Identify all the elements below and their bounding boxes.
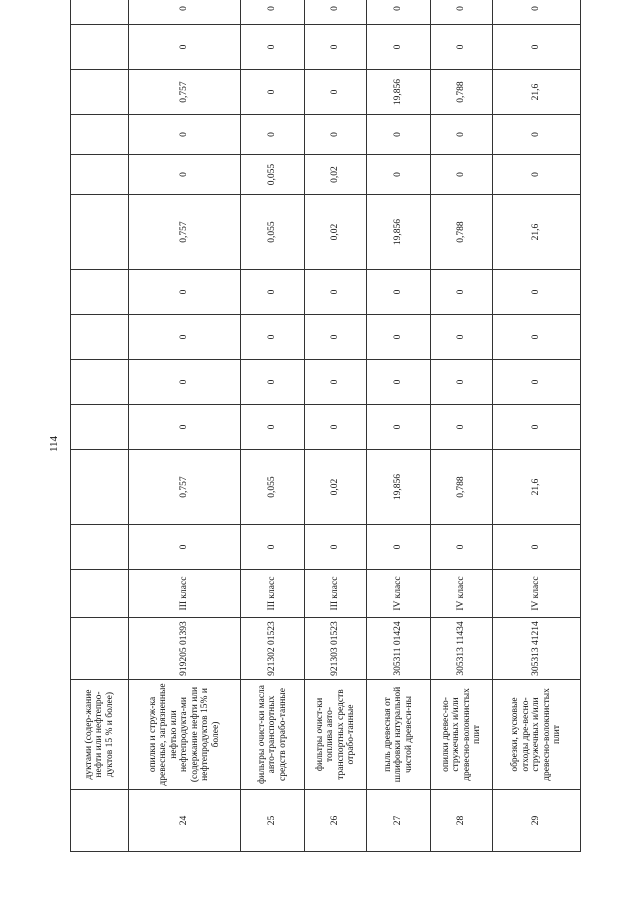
value-cell: 19,856	[367, 195, 431, 270]
value-cell: 0	[367, 525, 431, 570]
waste-name: фильтры очист-ки топлива авто-транспортных средств отрабо-танные	[305, 680, 367, 790]
table-row	[129, 0, 241, 852]
waste-code: 305313 41214	[493, 618, 581, 680]
waste-name: опилки древес-но-стружечных и/или древесно-волокнистых плит	[431, 680, 493, 790]
row-number: 27	[367, 790, 431, 852]
value-cell: 0,055	[241, 450, 305, 525]
value-cell: 0	[367, 0, 431, 25]
table-row	[305, 0, 367, 852]
value-cell: 0	[431, 0, 493, 25]
value-cell: 0	[129, 115, 241, 155]
value-cell: 19,856	[367, 450, 431, 525]
value-cell: 0	[431, 155, 493, 195]
waste-code: 305313 11434	[431, 618, 493, 680]
value-cell: 0	[367, 155, 431, 195]
value-cell: 0	[241, 360, 305, 405]
value-cell: 0,02	[305, 195, 367, 270]
rotated-table-wrapper	[70, 6, 580, 852]
value-cell: 0	[367, 115, 431, 155]
value-cell: 0	[431, 315, 493, 360]
value-cell: 0	[493, 405, 581, 450]
value-cell: 0	[129, 360, 241, 405]
value-cell: 0	[129, 405, 241, 450]
value-cell: 21,6	[493, 195, 581, 270]
value-cell: 0	[493, 270, 581, 315]
waste-name: дуктами (содер-жание нефти или нефтепро-дуктов 15 % и более)	[71, 680, 129, 790]
value-cell: 0	[241, 315, 305, 360]
value-cell: 0	[367, 270, 431, 315]
value-cell: 0	[367, 315, 431, 360]
value-cell: 0	[367, 25, 431, 70]
value-cell: 0,757	[129, 195, 241, 270]
value-cell: 0,757	[129, 70, 241, 115]
waste-code: 305311 01424	[367, 618, 431, 680]
value-cell: 0,02	[305, 155, 367, 195]
value-cell: 0	[431, 405, 493, 450]
value-cell: 0	[305, 270, 367, 315]
hazard-class: III класс	[305, 570, 367, 618]
value-cell: 0	[305, 405, 367, 450]
value-cell: 0,788	[431, 195, 493, 270]
value-cell: 19,856	[367, 70, 431, 115]
hazard-class: IV класс	[493, 570, 581, 618]
table-row	[493, 0, 581, 852]
table-row	[431, 0, 493, 852]
value-cell: 0	[493, 0, 581, 25]
waste-name: опилки и струж-ка древесные, загрязненные нефтью или нефтепродукта-ми (содержание нефти или нефтепродуктов 15% и более)	[129, 680, 241, 790]
waste-name: обрезки, кусковые отходы дре-весно-стружечных и/или древесно-волокнистых плит	[493, 680, 581, 790]
row-number: 24	[129, 790, 241, 852]
value-cell: 0,788	[431, 450, 493, 525]
value-cell: 0	[493, 315, 581, 360]
value-cell: 0	[305, 525, 367, 570]
page-number: 114	[48, 435, 60, 453]
value-cell: 21,6	[493, 450, 581, 525]
value-cell: 0	[305, 25, 367, 70]
value-cell: 0	[241, 405, 305, 450]
table-row	[367, 0, 431, 852]
value-cell: 0,788	[431, 70, 493, 115]
value-cell: 0	[241, 270, 305, 315]
value-cell: 0	[129, 0, 241, 25]
value-cell: 0	[129, 525, 241, 570]
value-cell: 0	[129, 25, 241, 70]
value-cell: 0	[431, 525, 493, 570]
hazard-class: III класс	[129, 570, 241, 618]
value-cell: 0	[493, 155, 581, 195]
value-cell: 0	[493, 115, 581, 155]
value-cell: 0	[431, 25, 493, 70]
value-cell: 0	[431, 270, 493, 315]
value-cell: 0	[305, 70, 367, 115]
value-cell: 0	[241, 70, 305, 115]
row-number: 29	[493, 790, 581, 852]
value-cell: 0	[305, 115, 367, 155]
waste-name: пыль древесная от шлифовки натуральной чистой древеси-ны	[367, 680, 431, 790]
value-cell: 21,6	[493, 70, 581, 115]
value-cell: 0	[129, 315, 241, 360]
value-cell: 0	[493, 360, 581, 405]
value-cell: 0	[241, 115, 305, 155]
row-number: 26	[305, 790, 367, 852]
value-cell: 0	[431, 115, 493, 155]
value-cell: 0	[367, 360, 431, 405]
table-row	[71, 0, 129, 852]
hazard-class: IV класс	[367, 570, 431, 618]
waste-code: 921302 01523	[241, 618, 305, 680]
value-cell: 0	[431, 360, 493, 405]
value-cell: 0,055	[241, 195, 305, 270]
value-cell: 0	[241, 525, 305, 570]
value-cell: 0	[305, 360, 367, 405]
row-number	[71, 790, 129, 852]
hazard-class: IV класс	[431, 570, 493, 618]
waste-name: фильтры очист-ки масла авто-транспортных средств отрабо-танные	[241, 680, 305, 790]
waste-code: 919205 01393	[129, 618, 241, 680]
row-number: 28	[431, 790, 493, 852]
value-cell: 0	[305, 0, 367, 25]
value-cell: 0,757	[129, 450, 241, 525]
table-row	[241, 0, 305, 852]
value-cell: 0,02	[305, 450, 367, 525]
value-cell: 0	[241, 25, 305, 70]
waste-code: 921303 01523	[305, 618, 367, 680]
value-cell: 0	[493, 525, 581, 570]
value-cell: 0	[241, 0, 305, 25]
value-cell: 0	[129, 155, 241, 195]
value-cell: 0	[493, 25, 581, 70]
value-cell: 0	[129, 270, 241, 315]
hazard-class: III класс	[241, 570, 305, 618]
waste-table	[70, 0, 581, 852]
value-cell: 0	[367, 405, 431, 450]
value-cell: 0,055	[241, 155, 305, 195]
value-cell: 0	[305, 315, 367, 360]
row-number: 25	[241, 790, 305, 852]
